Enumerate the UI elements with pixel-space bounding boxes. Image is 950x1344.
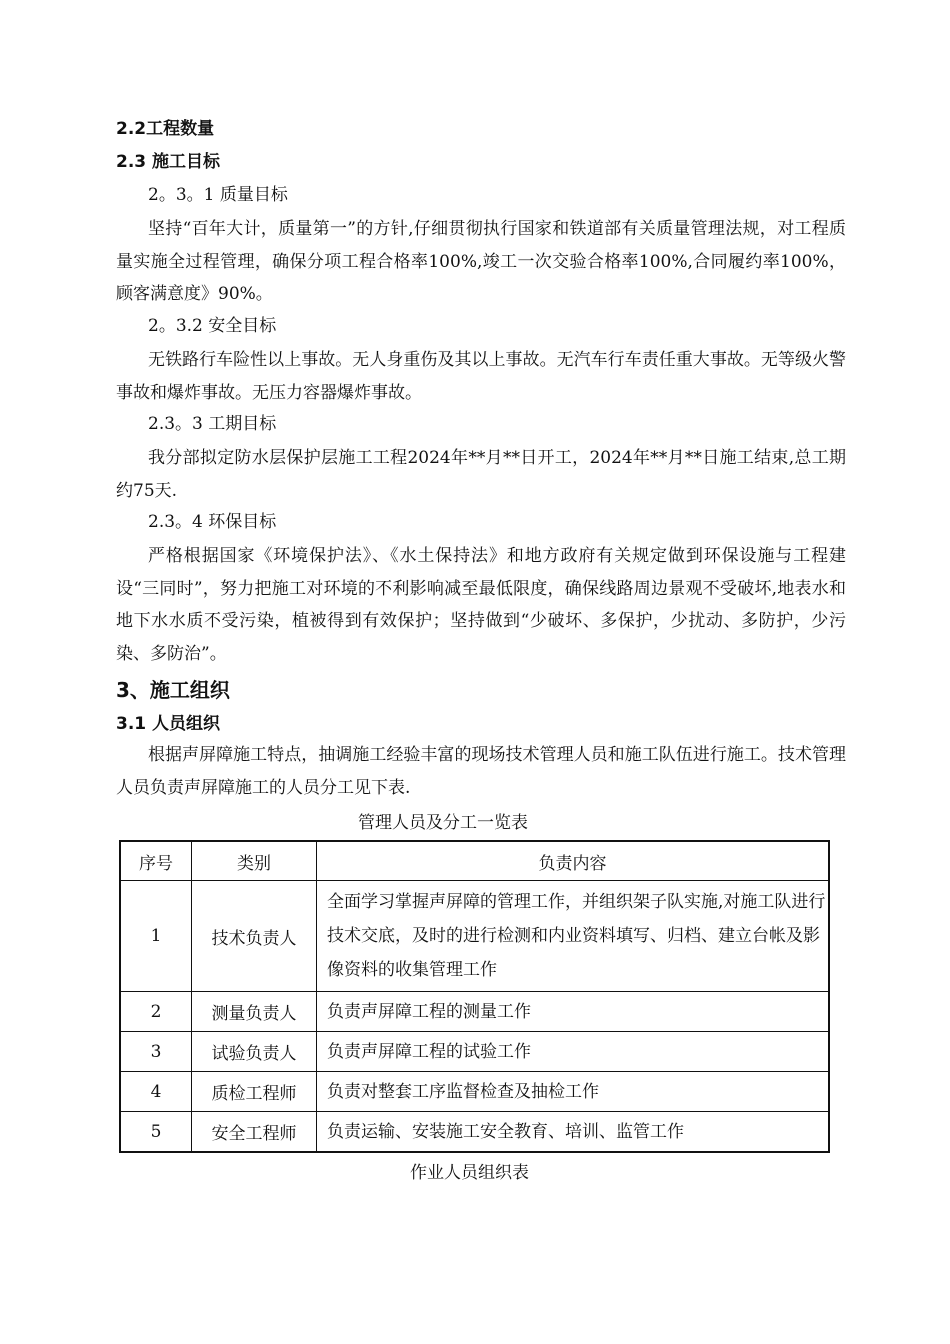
cell-type: 技术负责人	[192, 881, 317, 992]
cell-desc: 负责声屏障工程的试验工作	[317, 1032, 830, 1072]
cell-desc: 负责声屏障工程的测量工作	[317, 992, 830, 1032]
header-desc: 负责内容	[317, 841, 830, 881]
paragraph-quality-goal	[116, 213, 846, 311]
heading-2-2: 2.2工程数量	[116, 119, 215, 139]
table-row	[120, 1112, 829, 1153]
cell-no: 1	[120, 881, 192, 992]
paragraph-safety-goal	[116, 344, 846, 409]
cell-type: 安全工程师	[192, 1112, 317, 1153]
table-caption: 管理人员及分工一览表	[358, 813, 528, 833]
table-row	[120, 992, 829, 1032]
heading-2-3: 2.3 施工目标	[116, 152, 221, 172]
cell-type: 试验负责人	[192, 1032, 317, 1072]
paragraph-text: 坚持“百年大计，质量第一”的方针,仔细贯彻执行国家和铁道部有关质量管理法规，对工程质量实施全过程管理，确保分项工程合格率100%,竣工一次交验合格率100%,合同履约率100%，顾客满意度》90%。	[116, 219, 846, 305]
paragraph-text: 严格根据国家《环境保护法》、《水土保持法》和地方政府有关规定做到环保设施与工程建设“三同时”，努力把施工对环境的不利影响减至最低限度，确保线路周边景观不受破坏,地表水和地下水水质不受污染，植被得到有效保护；坚持做到“少破坏、多保护，少扰动、多防护，少污染、多防治”。	[116, 546, 846, 664]
cell-type: 测量负责人	[192, 992, 317, 1032]
paragraph-text: 根据声屏障施工特点，抽调施工经验丰富的现场技术管理人员和施工队伍进行施工。技术管理人员负责声屏障施工的人员分工见下表.	[116, 745, 846, 798]
table-row	[120, 1072, 829, 1112]
cell-no: 2	[120, 992, 192, 1032]
paragraph-text: 我分部拟定防水层保护层施工工程2024年**月**日开工，2024年**月**日施工结束,总工期约75天.	[116, 448, 846, 501]
cell-type: 质检工程师	[192, 1072, 317, 1112]
next-table-caption: 作业人员组织表	[410, 1163, 529, 1183]
paragraph-text: 无铁路行车险性以上事故。无人身重伤及其以上事故。无汽车行车责任重大事故。无等级火警事故和爆炸事故。无压力容器爆炸事故。	[116, 350, 846, 403]
cell-desc: 负责对整套工序监督检查及抽检工作	[317, 1072, 830, 1112]
heading-2-3-4: 2.3。4 环保目标	[148, 512, 277, 532]
table-row	[120, 1032, 829, 1072]
cell-desc: 负责运输、安装施工安全教育、培训、监管工作	[317, 1112, 830, 1153]
heading-2-3-2: 2。3.2 安全目标	[148, 316, 277, 336]
heading-2-3-3: 2.3。3 工期目标	[148, 414, 277, 434]
management-table	[119, 840, 830, 1153]
table-header-row	[120, 841, 829, 881]
header-type: 类别	[192, 841, 317, 881]
heading-3-1: 3.1 人员组织	[116, 714, 221, 734]
paragraph-personnel	[116, 739, 846, 804]
cell-no: 3	[120, 1032, 192, 1072]
cell-no: 4	[120, 1072, 192, 1112]
heading-2-3-1: 2。3。1 质量目标	[148, 185, 288, 205]
table-row	[120, 881, 829, 992]
cell-no: 5	[120, 1112, 192, 1153]
header-no: 序号	[120, 841, 192, 881]
paragraph-schedule-goal	[116, 442, 846, 507]
paragraph-environment-goal	[116, 540, 846, 670]
cell-desc: 全面学习掌握声屏障的管理工作，并组织架子队实施,对施工队进行技术交底，及时的进行检测和内业资料填写、归档、建立台帐及影像资料的收集管理工作	[317, 881, 830, 992]
heading-3: 3、施工组织	[116, 678, 230, 702]
